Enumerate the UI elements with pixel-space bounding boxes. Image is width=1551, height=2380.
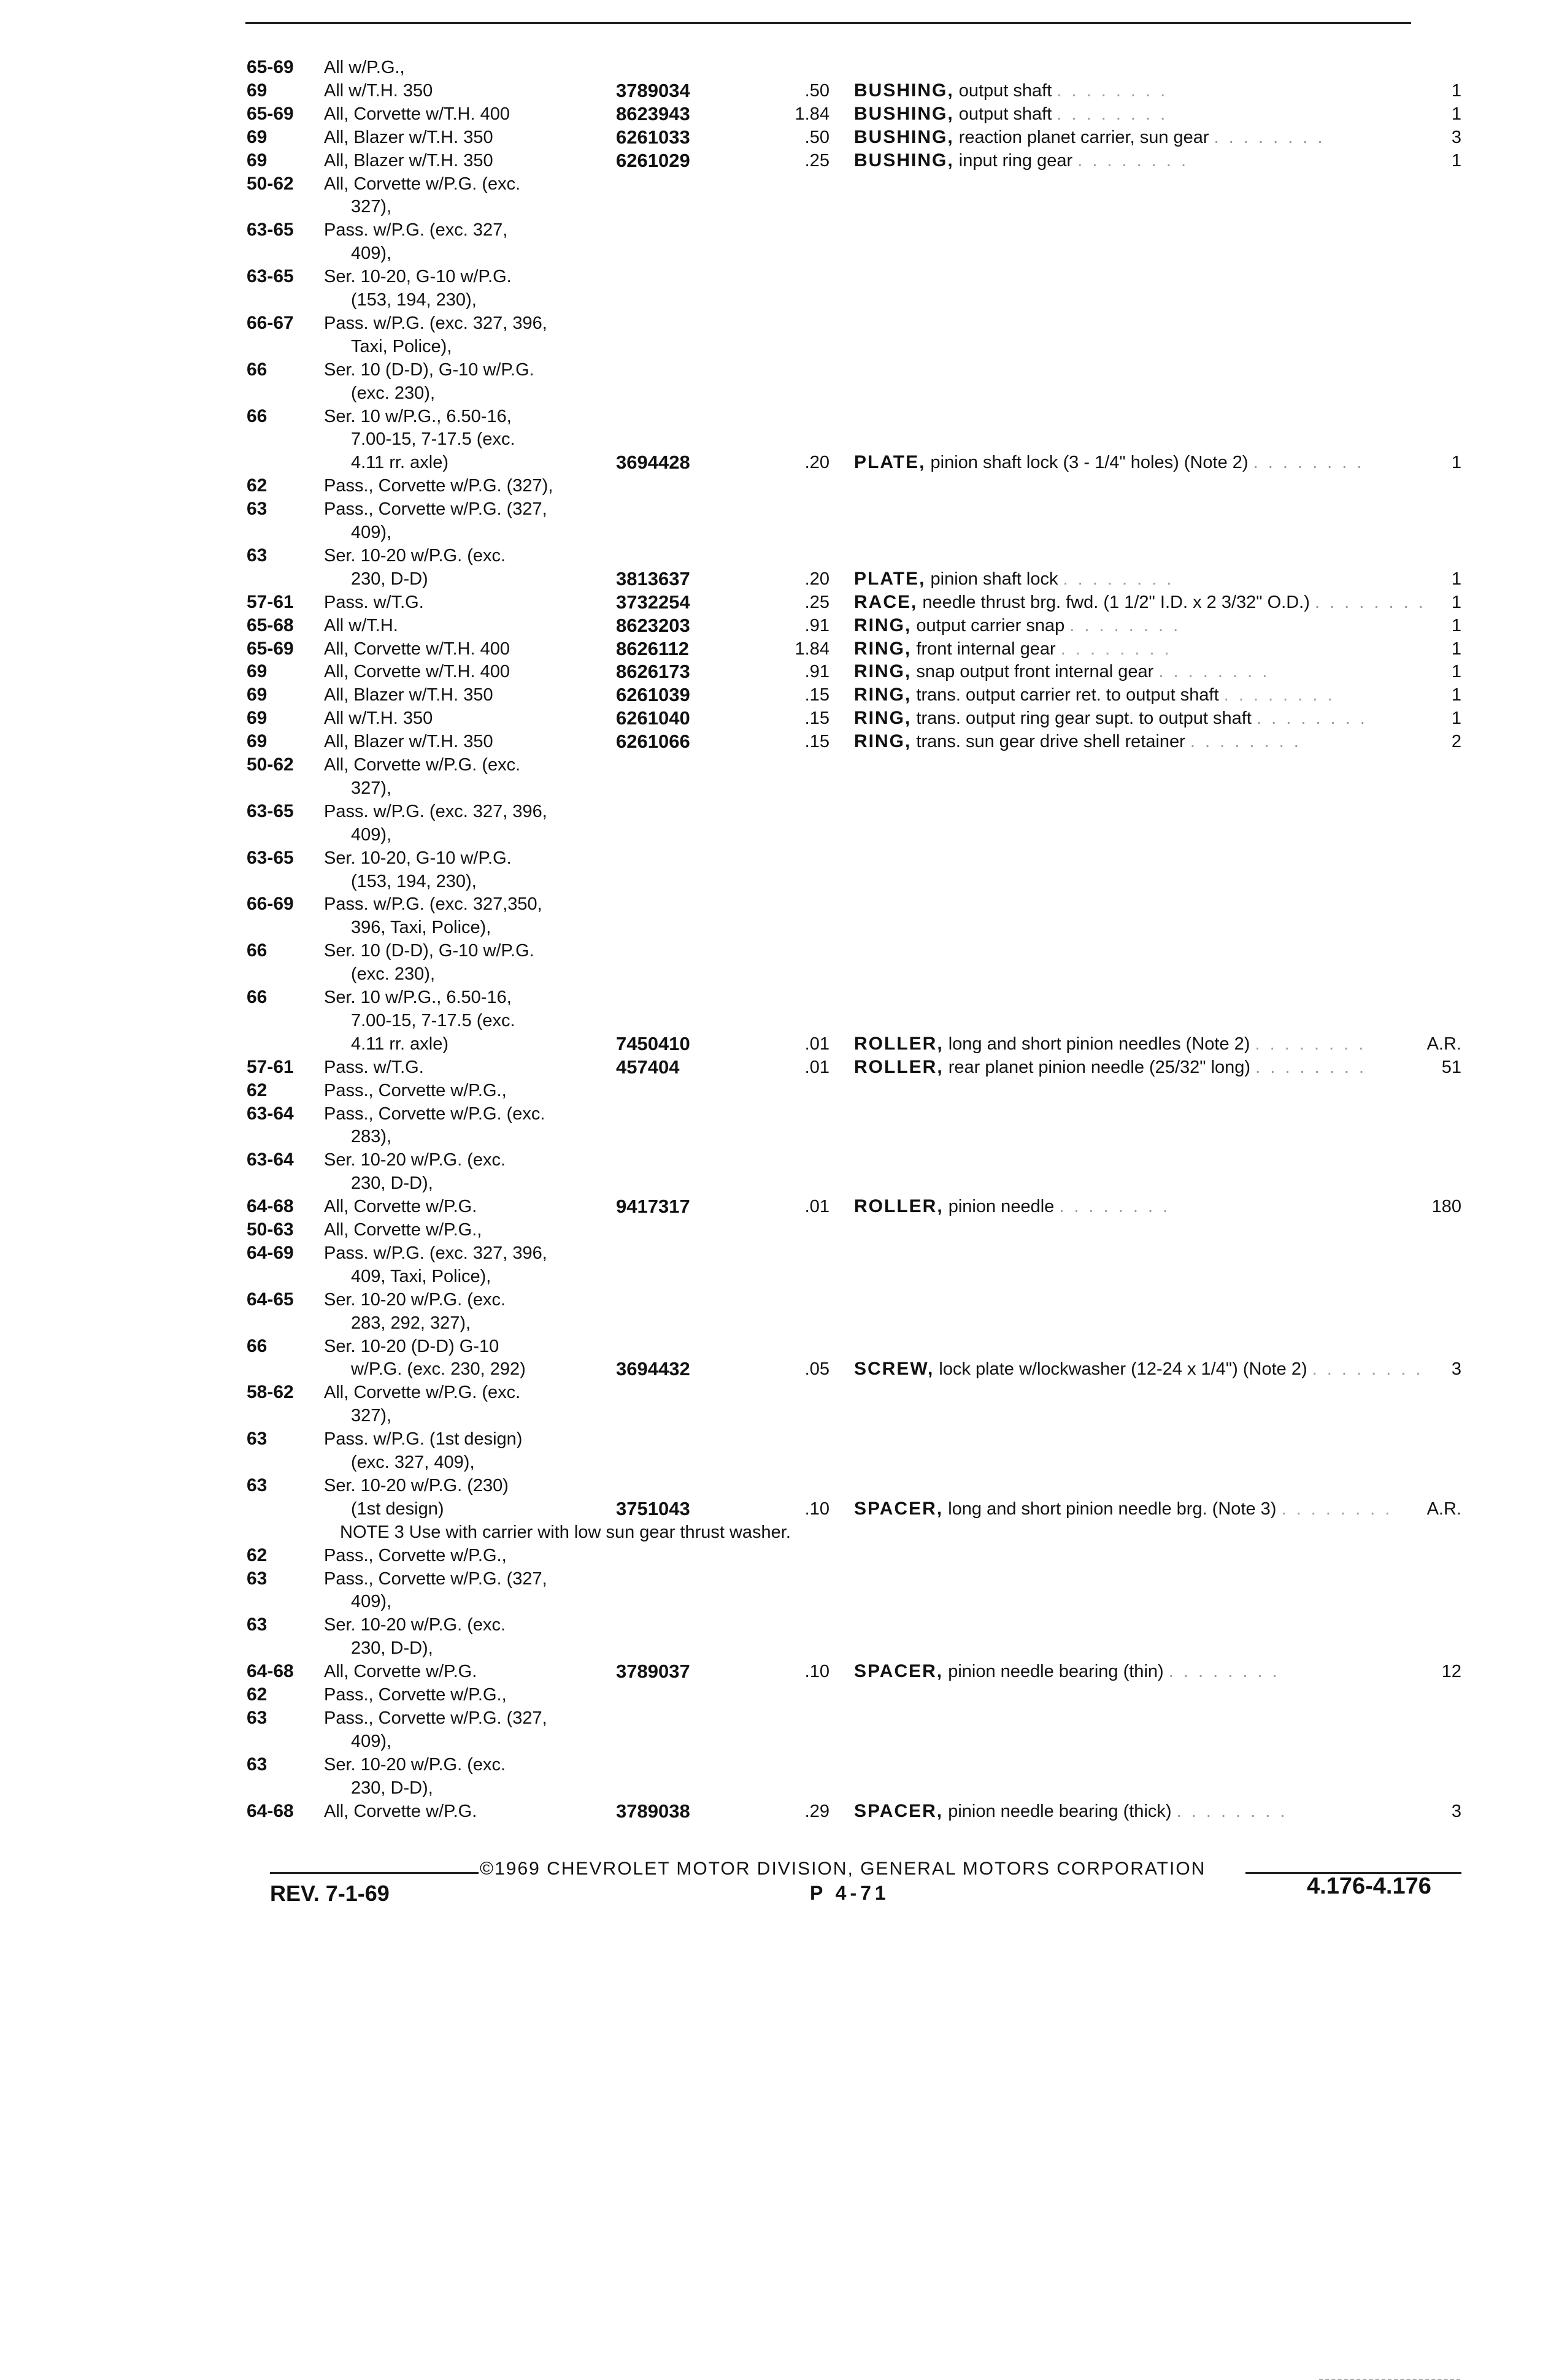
application: Ser. 10-20 w/P.G. (230): [324, 1475, 509, 1495]
part-description: [854, 661, 1269, 683]
part-description: [854, 615, 1180, 637]
application: Pass. w/P.G. (exc. 327,350,: [324, 894, 542, 915]
quantity: 1: [1451, 104, 1461, 124]
price: .01: [804, 1197, 829, 1217]
part-name: BUSHING,: [854, 150, 954, 171]
leader-dots: . . . . . . . .: [1190, 732, 1301, 752]
part-description: [854, 1800, 1287, 1822]
part-description: [854, 591, 1426, 613]
model-year: 63-64: [247, 1103, 294, 1124]
application: 409),: [351, 1731, 392, 1751]
part-description: [854, 1033, 1366, 1055]
model-year: 64-68: [247, 1661, 294, 1682]
part-description: [854, 1056, 1366, 1078]
part-name: RING,: [854, 731, 912, 752]
price: .15: [804, 732, 829, 752]
part-description: [854, 150, 1188, 172]
application: Pass. w/P.G. (exc. 327, 396,: [324, 801, 547, 821]
price: .91: [804, 662, 829, 682]
application: Pass. w/T.G.: [324, 1057, 424, 1077]
application: All, Blazer w/T.H. 350: [324, 685, 493, 705]
quantity: A.R.: [1426, 1034, 1461, 1054]
leader-dots: . . . . . . . .: [1060, 639, 1172, 659]
part-name: RING,: [854, 615, 912, 635]
price: .10: [804, 1662, 829, 1682]
part-number: 8623943: [616, 102, 690, 125]
part-detail: lock plate w/lockwasher (12-24 x 1/4") (Note 2): [934, 1359, 1312, 1380]
price: .91: [804, 615, 829, 635]
model-year: 63-64: [247, 1150, 294, 1170]
application: All, Blazer w/T.H. 350: [324, 127, 493, 147]
part-name: ROLLER,: [854, 1196, 944, 1217]
leader-dots: . . . . . . . .: [1223, 685, 1335, 705]
application: 327),: [351, 1406, 392, 1426]
part-name: SCREW,: [854, 1359, 934, 1380]
application: 283, 292, 327),: [351, 1313, 471, 1333]
quantity: 3: [1451, 1359, 1461, 1380]
model-year: 69: [247, 80, 267, 101]
model-year: 64-69: [247, 1242, 294, 1263]
part-name: PLATE,: [854, 452, 926, 473]
application: Pass., Corvette w/P.G. (exc.: [324, 1104, 545, 1124]
part-detail: pinion shaft lock: [925, 569, 1063, 589]
model-year: 64-68: [247, 1196, 294, 1217]
section-code: 4.176-4.176: [1307, 1873, 1431, 1899]
copyright-text: ©1969 CHEVROLET MOTOR DIVISION, GENERAL MOTORS CORPORATION: [480, 1859, 1206, 1879]
part-detail: front internal gear: [911, 639, 1061, 659]
model-year: 66: [247, 405, 267, 426]
leader-dots: . . . . . . . .: [1056, 80, 1168, 101]
application: All, Blazer w/T.H. 350: [324, 732, 493, 752]
model-year: 63: [247, 545, 267, 566]
application: 230, D-D),: [351, 1173, 433, 1194]
price: .01: [804, 1057, 829, 1077]
leader-dots: . . . . . . . .: [1176, 1801, 1288, 1821]
price: .15: [804, 708, 829, 729]
application: 396, Taxi, Police),: [351, 918, 491, 938]
part-name: RACE,: [854, 591, 918, 612]
application: 327),: [351, 197, 392, 217]
model-year: 50-63: [247, 1219, 294, 1240]
part-name: RING,: [854, 638, 912, 659]
application: All w/T.H. 350: [324, 80, 433, 101]
application: 409),: [351, 523, 392, 542]
part-detail: output carrier snap: [911, 615, 1070, 635]
part-name: SPACER,: [854, 1661, 944, 1682]
application: Ser. 10 (D-D), G-10 w/P.G.: [324, 941, 534, 961]
application: All, Corvette w/P.G.: [324, 1197, 477, 1217]
application: Ser. 10-20 w/P.G. (exc.: [324, 1289, 506, 1310]
application: All, Corvette w/P.G. (exc.: [324, 755, 521, 775]
quantity: 3: [1451, 127, 1461, 147]
model-year: 69: [247, 731, 267, 752]
price: .05: [804, 1359, 829, 1380]
model-year: 57-61: [247, 591, 294, 612]
model-year: 65-69: [247, 103, 294, 124]
part-detail: pinion shaft lock (3 - 1/4" holes) (Note 2): [925, 453, 1253, 473]
part-description: [854, 731, 1301, 753]
quantity: 1: [1451, 662, 1461, 682]
application: 409, Taxi, Police),: [351, 1266, 491, 1286]
part-number: 3694428: [616, 451, 690, 474]
application: 7.00-15, 7-17.5 (exc.: [351, 1010, 515, 1031]
leader-dots: . . . . . . . .: [1312, 1359, 1423, 1380]
part-name: PLATE,: [854, 568, 926, 589]
quantity: 1: [1451, 150, 1461, 171]
application: 409),: [351, 244, 392, 264]
model-year: 63: [247, 1475, 267, 1495]
quantity: 1: [1451, 569, 1461, 589]
part-detail: needle thrust brg. fwd. (1 1/2" I.D. x 2 3/32" O.D.): [917, 592, 1315, 612]
part-number: 8626112: [616, 637, 689, 659]
part-name: BUSHING,: [854, 103, 954, 124]
part-number: 3751043: [616, 1497, 690, 1519]
part-detail: pinion needle bearing (thin): [943, 1662, 1169, 1682]
application: Ser. 10 w/P.G., 6.50-16,: [324, 406, 512, 426]
model-year: 50-62: [247, 173, 294, 194]
part-description: [854, 126, 1325, 148]
application: 230, D-D),: [351, 1778, 433, 1798]
application: Ser. 10-20 w/P.G. (exc.: [324, 1150, 506, 1170]
leader-dots: . . . . . . . .: [1314, 592, 1426, 612]
model-year: 69: [247, 150, 267, 171]
application: Pass. w/P.G. (1st design): [324, 1429, 523, 1449]
application: 327),: [351, 778, 392, 798]
model-year: 63-65: [247, 266, 294, 287]
part-detail: reaction planet carrier, sun gear: [953, 127, 1214, 147]
model-year: 66-69: [247, 894, 294, 915]
leader-dots: . . . . . . . .: [1253, 453, 1364, 473]
leader-dots: . . . . . . . .: [1077, 150, 1189, 171]
application: Pass., Corvette w/P.G. (327,: [324, 1708, 547, 1728]
model-year: 57-61: [247, 1056, 294, 1077]
part-name: BUSHING,: [854, 80, 954, 101]
price: 1.84: [795, 639, 829, 659]
application: All w/T.H.: [324, 615, 398, 635]
part-name: RING,: [854, 685, 912, 705]
application: (exc. 327, 409),: [351, 1453, 475, 1472]
quantity: 12: [1441, 1662, 1461, 1682]
price: .25: [804, 592, 829, 612]
model-year: 66-67: [247, 312, 294, 333]
application: 283),: [351, 1127, 392, 1147]
leader-dots: . . . . . . . .: [1063, 569, 1174, 589]
part-detail: pinion needle bearing (thick): [943, 1801, 1177, 1821]
model-year: 65-69: [247, 638, 294, 659]
part-description: [854, 707, 1368, 729]
model-year: 63: [247, 1568, 267, 1589]
model-year: 69: [247, 661, 267, 682]
note-text: NOTE 3 Use with carrier with low sun gear thrust washer.: [340, 1522, 791, 1542]
part-description: [854, 451, 1364, 474]
application: (153, 194, 230),: [351, 290, 477, 310]
model-year: 63-65: [247, 220, 294, 240]
model-year: 50-62: [247, 754, 294, 775]
model-year: 69: [247, 685, 267, 705]
application: 230, D-D): [351, 569, 428, 589]
model-year: 63-65: [247, 800, 294, 821]
application: Ser. 10 w/P.G., 6.50-16,: [324, 988, 512, 1007]
application: 7.00-15, 7-17.5 (exc.: [351, 429, 515, 450]
application: All, Corvette w/P.G. (exc.: [324, 174, 521, 194]
part-number: 3789037: [616, 1660, 690, 1683]
part-number: 7450410: [616, 1032, 690, 1054]
part-number: 3789038: [616, 1800, 690, 1822]
application: All w/P.G.,: [324, 58, 405, 77]
quantity: 2: [1451, 732, 1461, 752]
application: All, Corvette w/P.G.: [324, 1801, 477, 1821]
part-description: [854, 638, 1172, 660]
model-year: 65-68: [247, 615, 294, 635]
part-detail: long and short pinion needle brg. (Note 3): [943, 1499, 1282, 1519]
model-year: 66: [247, 1335, 267, 1356]
price: .01: [804, 1034, 829, 1054]
leader-dots: . . . . . . . .: [1168, 1662, 1280, 1682]
model-year: 64-68: [247, 1800, 294, 1821]
leader-dots: . . . . . . . .: [1256, 708, 1368, 729]
part-number: 8626173: [616, 661, 690, 683]
price: .50: [804, 127, 829, 147]
application: All, Corvette w/T.H. 400: [324, 104, 510, 124]
part-description: [854, 1358, 1423, 1380]
part-name: ROLLER,: [854, 1033, 944, 1054]
part-detail: output shaft: [953, 104, 1057, 124]
model-year: 63: [247, 1707, 267, 1728]
part-number: 3813637: [616, 567, 690, 589]
model-year: 66: [247, 987, 267, 1007]
application: 4.11 rr. axle): [351, 453, 449, 473]
model-year: 62: [247, 1545, 267, 1565]
application: Pass., Corvette w/P.G. (327,: [324, 499, 547, 520]
price: .20: [804, 453, 829, 473]
application: All, Corvette w/P.G. (exc.: [324, 1383, 521, 1403]
price: .25: [804, 150, 829, 171]
application: All, Corvette w/T.H. 400: [324, 662, 510, 682]
part-name: RING,: [854, 708, 912, 729]
page-number: P 4-71: [810, 1882, 890, 1904]
part-name: SPACER,: [854, 1498, 944, 1519]
application: 230, D-D),: [351, 1638, 433, 1659]
application: Ser. 10-20 w/P.G. (exc.: [324, 1615, 506, 1635]
model-year: 63: [247, 499, 267, 520]
application: Taxi, Police),: [351, 336, 452, 356]
application: Pass. w/P.G. (exc. 327, 396,: [324, 1243, 547, 1263]
part-number: 6261040: [616, 707, 690, 729]
part-number: 6261033: [616, 126, 690, 148]
application: Pass. w/P.G. (exc. 327,: [324, 220, 508, 240]
leader-dots: . . . . . . . .: [1056, 104, 1168, 124]
part-description: [854, 1498, 1392, 1520]
application: (153, 194, 230),: [351, 871, 477, 891]
price: .10: [804, 1499, 829, 1519]
price: .15: [804, 685, 829, 705]
application: (exc. 230),: [351, 964, 435, 985]
leader-dots: . . . . . . . .: [1158, 662, 1270, 682]
footer-rule-left: [270, 1872, 479, 1874]
application: All, Blazer w/T.H. 350: [324, 150, 493, 171]
quantity: 1: [1451, 639, 1461, 659]
part-detail: trans. output carrier ret. to output shaft: [911, 685, 1224, 705]
application: Pass., Corvette w/P.G.,: [324, 1685, 507, 1705]
model-year: 69: [247, 126, 267, 147]
application: All, Corvette w/T.H. 400: [324, 639, 510, 659]
model-year: 63: [247, 1429, 267, 1449]
revision-date: REV. 7-1-69: [270, 1881, 390, 1906]
quantity: 1: [1451, 80, 1461, 101]
part-number: 8623203: [616, 614, 690, 636]
application: Pass., Corvette w/P.G.,: [324, 1545, 507, 1565]
application: Pass., Corvette w/P.G.,: [324, 1080, 507, 1100]
quantity: 1: [1451, 615, 1461, 635]
part-description: [854, 684, 1335, 706]
leader-dots: . . . . . . . .: [1255, 1057, 1367, 1077]
model-year: 62: [247, 1080, 267, 1100]
part-description: [854, 1660, 1280, 1683]
part-detail: snap output front internal gear: [911, 662, 1159, 682]
price: .50: [804, 80, 829, 101]
model-year: 62: [247, 1684, 267, 1705]
part-detail: trans. sun gear drive shell retainer: [911, 732, 1190, 752]
application: Pass. w/T.G.: [324, 592, 424, 612]
part-description: [854, 1196, 1170, 1218]
leader-dots: . . . . . . . .: [1281, 1499, 1393, 1519]
application: Pass., Corvette w/P.G. (327,: [324, 1568, 547, 1589]
leader-dots: . . . . . . . .: [1255, 1034, 1366, 1054]
part-number: 6261066: [616, 731, 690, 753]
application: Ser. 10-20 w/P.G. (exc.: [324, 1754, 506, 1775]
part-detail: long and short pinion needles (Note 2): [943, 1034, 1255, 1054]
application: Ser. 10-20, G-10 w/P.G.: [324, 267, 512, 287]
quantity: 180: [1431, 1197, 1461, 1217]
part-detail: input ring gear: [953, 150, 1078, 171]
application: All, Corvette w/P.G.,: [324, 1220, 482, 1240]
part-number: 457404: [616, 1056, 680, 1078]
leader-dots: . . . . . . . .: [1214, 127, 1325, 147]
model-year: 64-65: [247, 1289, 294, 1310]
application: Pass. w/P.G. (exc. 327, 396,: [324, 313, 547, 333]
part-name: SPACER,: [854, 1800, 944, 1821]
price: .29: [804, 1801, 829, 1821]
application: All, Corvette w/P.G.: [324, 1662, 477, 1682]
model-year: 63: [247, 1754, 267, 1775]
model-year: 58-62: [247, 1382, 294, 1403]
part-description: [854, 568, 1174, 590]
part-number: 3789034: [616, 79, 690, 101]
application: Ser. 10 (D-D), G-10 w/P.G.: [324, 359, 534, 380]
quantity: 1: [1451, 708, 1461, 729]
application: (exc. 230),: [351, 383, 435, 403]
quantity: 1: [1451, 685, 1461, 705]
part-number: 9417317: [616, 1196, 690, 1218]
model-year: 65-69: [247, 57, 294, 77]
quantity: 51: [1441, 1057, 1461, 1077]
part-number: 6261039: [616, 684, 690, 706]
model-year: 69: [247, 708, 267, 729]
price: .20: [804, 569, 829, 589]
leader-dots: . . . . . . . .: [1069, 615, 1181, 635]
application: 409),: [351, 1592, 392, 1612]
model-year: 66: [247, 359, 267, 380]
part-number: 6261029: [616, 149, 690, 171]
quantity: 1: [1451, 453, 1461, 473]
application: Pass., Corvette w/P.G. (327),: [324, 476, 553, 496]
application: All w/T.H. 350: [324, 708, 433, 729]
model-year: 63: [247, 1614, 267, 1635]
part-name: BUSHING,: [854, 126, 954, 147]
part-detail: rear planet pinion needle (25/32" long): [943, 1057, 1256, 1077]
model-year: 66: [247, 940, 267, 961]
part-number: 3694432: [616, 1358, 690, 1380]
model-year: 62: [247, 475, 267, 496]
part-detail: trans. output ring gear supt. to output shaft: [911, 708, 1257, 729]
part-description: [854, 103, 1168, 125]
application: (1st design): [351, 1499, 444, 1519]
quantity: 3: [1451, 1801, 1461, 1821]
part-number: 3732254: [616, 591, 690, 613]
part-description: [854, 80, 1168, 102]
application: Ser. 10-20 (D-D) G-10: [324, 1336, 499, 1356]
application: Ser. 10-20, G-10 w/P.G.: [324, 848, 512, 868]
quantity: A.R.: [1426, 1499, 1461, 1519]
application: Ser. 10-20 w/P.G. (exc.: [324, 545, 506, 566]
leader-dots: . . . . . . . .: [1059, 1197, 1171, 1217]
application: 409),: [351, 824, 392, 845]
top-rule: [245, 22, 1411, 24]
part-detail: pinion needle: [943, 1197, 1060, 1217]
part-name: ROLLER,: [854, 1056, 944, 1077]
application: w/P.G. (exc. 230, 292): [351, 1359, 526, 1380]
application: 4.11 rr. axle): [351, 1034, 449, 1054]
quantity: 1: [1451, 592, 1461, 612]
price: 1.84: [795, 104, 829, 124]
model-year: 63-65: [247, 847, 294, 868]
part-detail: output shaft: [953, 80, 1057, 101]
part-name: RING,: [854, 661, 912, 682]
